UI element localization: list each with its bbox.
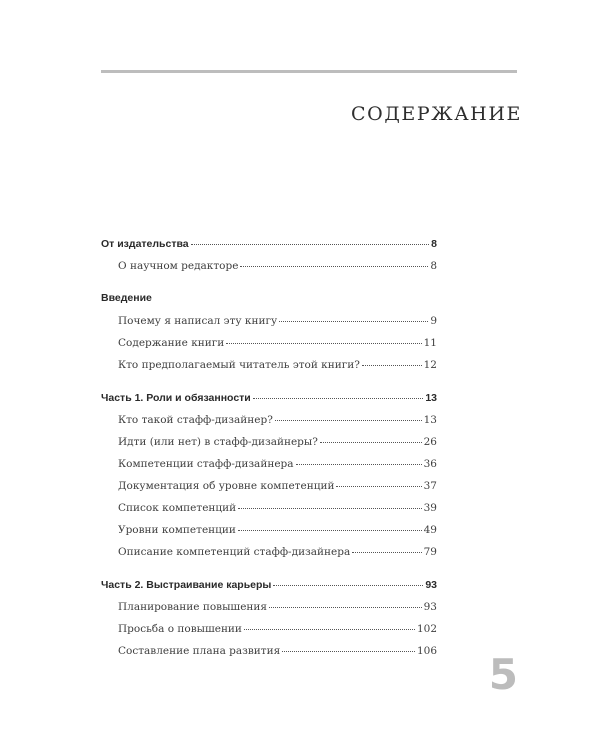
toc-dot-leader: [282, 651, 415, 652]
top-rule: [101, 70, 517, 73]
toc-entry-page: 36: [423, 458, 437, 470]
toc-entry-page: 93: [423, 601, 437, 613]
toc-entry-page: 26: [423, 436, 437, 448]
toc-dot-leader: [226, 343, 421, 344]
toc-entry-title: Документация об уровне компетенций: [118, 480, 335, 492]
toc-entry-title: Составление плана развития: [118, 645, 281, 657]
toc-entry-page: 13: [423, 414, 437, 426]
toc-entry: [101, 359, 437, 372]
toc-entry-page: 49: [423, 524, 437, 536]
toc-entry-title: Часть 2. Выстраивание карьеры: [101, 579, 272, 591]
toc-entry-title: Просьба о повышении: [118, 623, 242, 635]
toc-entry: [101, 645, 437, 658]
toc-dot-leader: [253, 398, 424, 399]
toc-entry-page: 13: [425, 392, 437, 404]
toc-dot-leader: [244, 629, 415, 630]
toc-dot-leader: [269, 607, 422, 608]
toc-entry: [101, 260, 437, 273]
toc-dot-leader: [279, 321, 428, 322]
toc-entry-title: Кто предполагаемый читатель этой книги?: [118, 359, 360, 371]
toc-dot-leader: [238, 530, 422, 531]
toc-entry-page: 12: [423, 359, 437, 371]
toc-entry-title: Часть 1. Роли и обязанности: [101, 392, 251, 404]
toc-entry-page: 11: [423, 337, 437, 349]
toc-entry-title: Содержание книги: [118, 337, 225, 349]
toc-entry: [101, 436, 437, 449]
toc-entry-page: 79: [423, 546, 437, 558]
toc-entry: [101, 315, 437, 328]
toc-entry-page: 102: [416, 623, 437, 635]
toc-part-entry: [101, 579, 437, 592]
toc-entry: [101, 458, 437, 471]
toc-entry-page: 9: [430, 315, 437, 327]
toc-entry-page: 8: [431, 238, 437, 250]
toc-entry-title: Список компетенций: [118, 502, 237, 514]
toc-entry-title: Почему я написал эту книгу: [118, 315, 278, 327]
toc-entry-page: 39: [423, 502, 437, 514]
toc-entry-title: От издательства: [101, 238, 189, 250]
toc-entry: [101, 414, 437, 427]
toc-entry-title: Компетенции стафф-дизайнера: [118, 458, 294, 470]
toc-entry-page: 8: [430, 260, 437, 272]
toc-entry-page: 106: [416, 645, 437, 657]
toc-entry-page: 93: [425, 579, 437, 591]
toc-dot-leader: [336, 486, 421, 487]
toc-entry: [101, 502, 437, 515]
toc-entry: [101, 524, 437, 537]
table-of-contents: [101, 238, 437, 658]
toc-part-entry: [101, 392, 437, 405]
toc-dot-leader: [238, 508, 421, 509]
toc-entry-title: Описание компетенций стафф-дизайнера: [118, 546, 351, 558]
toc-entry-title: Планирование повышения: [118, 601, 268, 613]
page-title: СОДЕРЖАНИЕ: [351, 103, 522, 125]
toc-dot-leader: [320, 442, 422, 443]
toc-part-entry: [101, 238, 437, 251]
toc-entry: [101, 623, 437, 636]
toc-entry: [101, 480, 437, 493]
toc-entry: [101, 546, 437, 559]
toc-dot-leader: [296, 464, 422, 465]
toc-dot-leader: [362, 365, 422, 366]
toc-dot-leader: [275, 420, 422, 421]
toc-section-heading: Введение: [101, 292, 152, 304]
toc-entry-title: Идти (или нет) в стафф-дизайнеры?: [118, 436, 318, 448]
toc-entry: [101, 601, 437, 614]
toc-dot-leader: [273, 585, 423, 586]
toc-entry: [101, 337, 437, 350]
toc-entry-title: Кто такой стафф-дизайнер?: [118, 414, 273, 426]
toc-dot-leader: [191, 244, 430, 245]
page-number: 5: [488, 650, 518, 699]
toc-entry-page: 37: [423, 480, 437, 492]
toc-dot-leader: [352, 552, 421, 553]
toc-entry-title: Уровни компетенции: [118, 524, 236, 536]
toc-entry-title: О научном редакторе: [118, 260, 239, 272]
toc-dot-leader: [240, 266, 428, 267]
